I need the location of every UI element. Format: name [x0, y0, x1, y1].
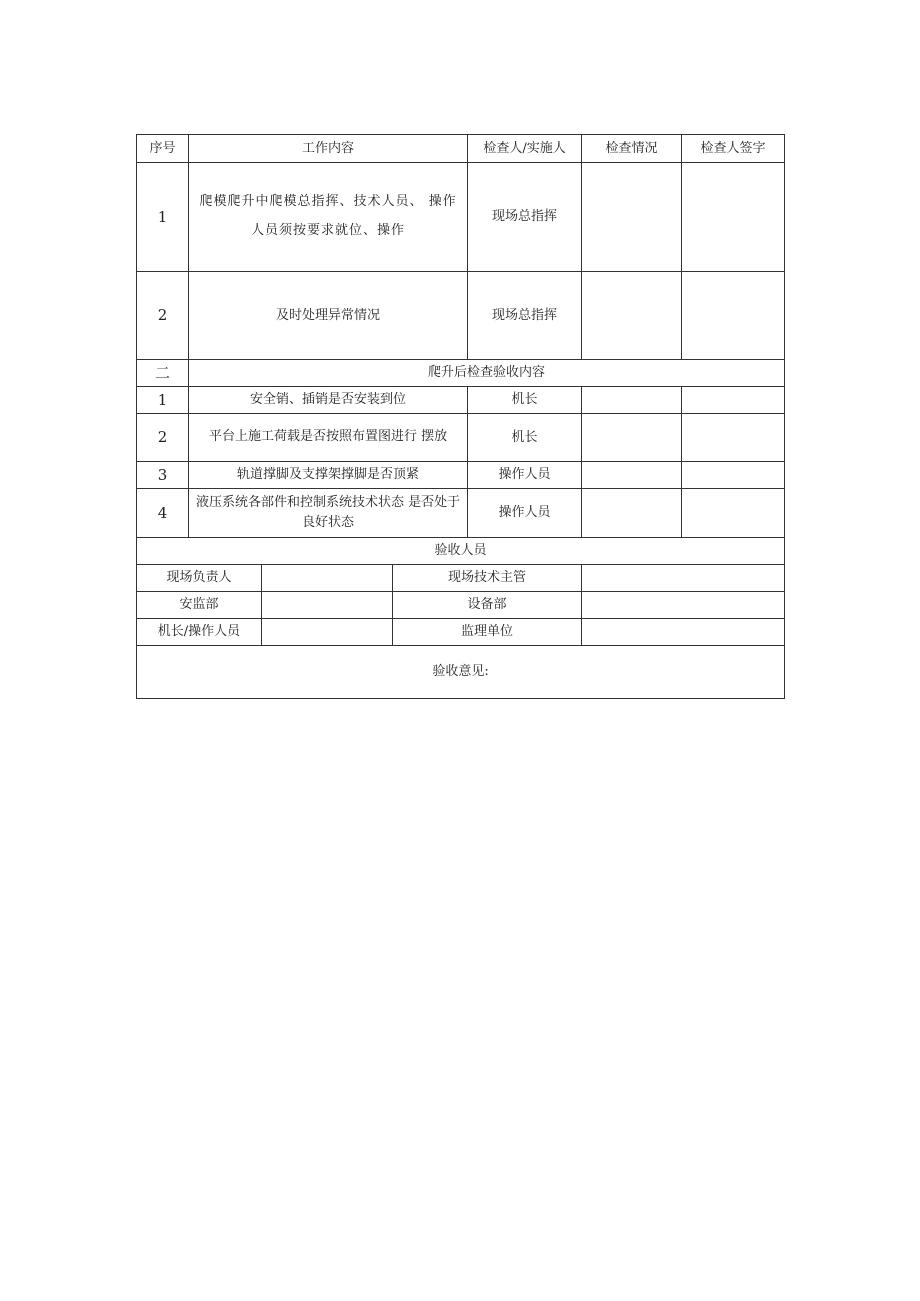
acceptance-signature-cell[interactable]: [582, 619, 785, 646]
row-seq: 2: [137, 414, 189, 462]
row-status-cell[interactable]: [582, 272, 682, 360]
row-signature-cell[interactable]: [682, 272, 785, 360]
acceptance-role: 机长/操作人员: [137, 619, 262, 646]
acceptance-role: 监理单位: [393, 619, 582, 646]
row-status-cell[interactable]: [582, 489, 682, 538]
row-content: 液压系统各部件和控制系统技术状态 是否处于良好状态: [189, 489, 468, 538]
table-row: [137, 414, 785, 462]
opinion-row: [137, 646, 785, 699]
acceptance-role: 安监部: [137, 592, 262, 619]
acceptance-signature-cell[interactable]: [582, 565, 785, 592]
row-status-cell[interactable]: [582, 387, 682, 414]
header-content: 工作内容: [189, 135, 468, 163]
acceptance-row: [137, 619, 785, 646]
row-seq: 4: [137, 489, 189, 538]
row-inspector: 操作人员: [468, 462, 582, 489]
row-inspector: 现场总指挥: [468, 163, 582, 272]
row-signature-cell[interactable]: [682, 462, 785, 489]
row-inspector: 现场总指挥: [468, 272, 582, 360]
acceptance-title-row: [137, 538, 785, 565]
table-row: [137, 489, 785, 538]
row-seq: 1: [137, 163, 189, 272]
section-seq: 二: [137, 360, 189, 387]
row-content: 轨道撑脚及支撑架撑脚是否顶紧: [189, 462, 468, 489]
row-status-cell[interactable]: [582, 462, 682, 489]
table-row: [137, 387, 785, 414]
acceptance-signature-cell[interactable]: [262, 619, 393, 646]
acceptance-role: 现场技术主管: [393, 565, 582, 592]
row-content: 平台上施工荷载是否按照布置图进行 摆放: [189, 414, 468, 462]
row-inspector: 机长: [468, 414, 582, 462]
row-seq: 2: [137, 272, 189, 360]
header-inspector: 检查人/实施人: [468, 135, 582, 163]
row-inspector: 操作人员: [468, 489, 582, 538]
table-row: [137, 462, 785, 489]
row-content: 爬模爬升中爬模总指挥、技术人员、 操作人员须按要求就位、操作: [189, 163, 468, 272]
row-seq: 1: [137, 387, 189, 414]
row-signature-cell[interactable]: [682, 489, 785, 538]
row-inspector: 机长: [468, 387, 582, 414]
row-status-cell[interactable]: [582, 163, 682, 272]
table-row: [137, 163, 785, 272]
header-status: 检查情况: [582, 135, 682, 163]
row-content: 及时处理异常情况: [189, 272, 468, 360]
header-signature: 检查人签字: [682, 135, 785, 163]
acceptance-role: 现场负责人: [137, 565, 262, 592]
row-signature-cell[interactable]: [682, 163, 785, 272]
table-row: [137, 272, 785, 360]
acceptance-title: 验收人员: [137, 538, 785, 565]
acceptance-signature-cell[interactable]: [262, 565, 393, 592]
acceptance-row: [137, 592, 785, 619]
row-seq: 3: [137, 462, 189, 489]
acceptance-opinion[interactable]: 验收意见:: [137, 646, 785, 699]
row-status-cell[interactable]: [582, 414, 682, 462]
row-signature-cell[interactable]: [682, 387, 785, 414]
row-signature-cell[interactable]: [682, 414, 785, 462]
inspection-table: [136, 134, 785, 699]
acceptance-role: 设备部: [393, 592, 582, 619]
section-title: 爬升后检查验收内容: [189, 360, 785, 387]
acceptance-signature-cell[interactable]: [582, 592, 785, 619]
acceptance-signature-cell[interactable]: [262, 592, 393, 619]
acceptance-row: [137, 565, 785, 592]
header-seq: 序号: [137, 135, 189, 163]
row-content: 安全销、插销是否安装到位: [189, 387, 468, 414]
section-row: [137, 360, 785, 387]
header-row: [137, 135, 785, 163]
